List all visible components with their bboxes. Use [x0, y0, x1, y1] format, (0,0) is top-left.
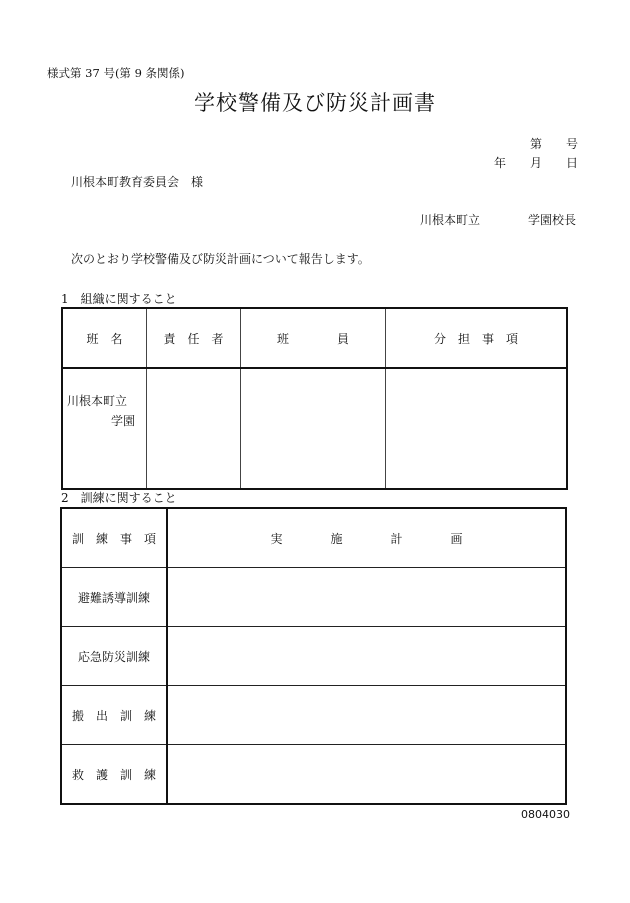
team-name-cell[interactable]: [62, 368, 147, 489]
organization-table: [61, 307, 568, 490]
section2-heading: 2 訓練に関すること: [61, 491, 177, 505]
school-line1: 川根本町立: [67, 394, 128, 408]
members-cell[interactable]: [241, 368, 386, 489]
header-plan: 実 施 計 画: [167, 508, 566, 568]
table-row: [62, 368, 567, 489]
header-leader: 責 任 者: [147, 308, 241, 368]
table-header-row: [62, 308, 567, 368]
training-label-emergency: 応急防災訓練: [61, 627, 167, 686]
table-row: [61, 745, 566, 805]
sender-suffix: 学園校長: [528, 213, 577, 227]
header-members: 班 員: [241, 308, 386, 368]
plan-cell-rescue[interactable]: [167, 745, 566, 805]
document-number: 第 号: [529, 137, 578, 151]
page-title: 学校警備及び防災計画書: [194, 91, 436, 115]
plan-cell-evacuation[interactable]: [167, 568, 566, 627]
sender: [420, 211, 576, 228]
table-header-row: [61, 508, 566, 568]
training-label-carryout: 搬 出 訓 練: [61, 686, 167, 745]
school-line2: 学園: [111, 414, 136, 428]
header-training-item: 訓 練 事 項: [61, 508, 167, 568]
header-duties: 分 担 事 項: [386, 308, 568, 368]
table-row: [61, 627, 566, 686]
date-line: 年 月 日: [493, 156, 578, 170]
training-table: [60, 507, 567, 805]
addressee: 川根本町教育委員会 様: [71, 175, 204, 189]
footer-code: 0804030: [521, 808, 570, 821]
duties-cell[interactable]: [386, 368, 568, 489]
section1-heading: 1 組織に関すること: [61, 292, 177, 306]
form-number: 様式第 37 号(第 9 条関係): [47, 66, 185, 80]
plan-cell-emergency[interactable]: [167, 627, 566, 686]
header-team-name: 班 名: [62, 308, 147, 368]
sender-prefix: 川根本町立: [420, 213, 481, 227]
table-row: [61, 686, 566, 745]
training-label-evacuation: 避難誘導訓練: [61, 568, 167, 627]
plan-cell-carryout[interactable]: [167, 686, 566, 745]
intro-text: 次のとおり学校警備及び防災計画について報告します。: [71, 252, 370, 266]
training-label-rescue: 救 護 訓 練: [61, 745, 167, 805]
leader-cell[interactable]: [147, 368, 241, 489]
table-row: [61, 568, 566, 627]
